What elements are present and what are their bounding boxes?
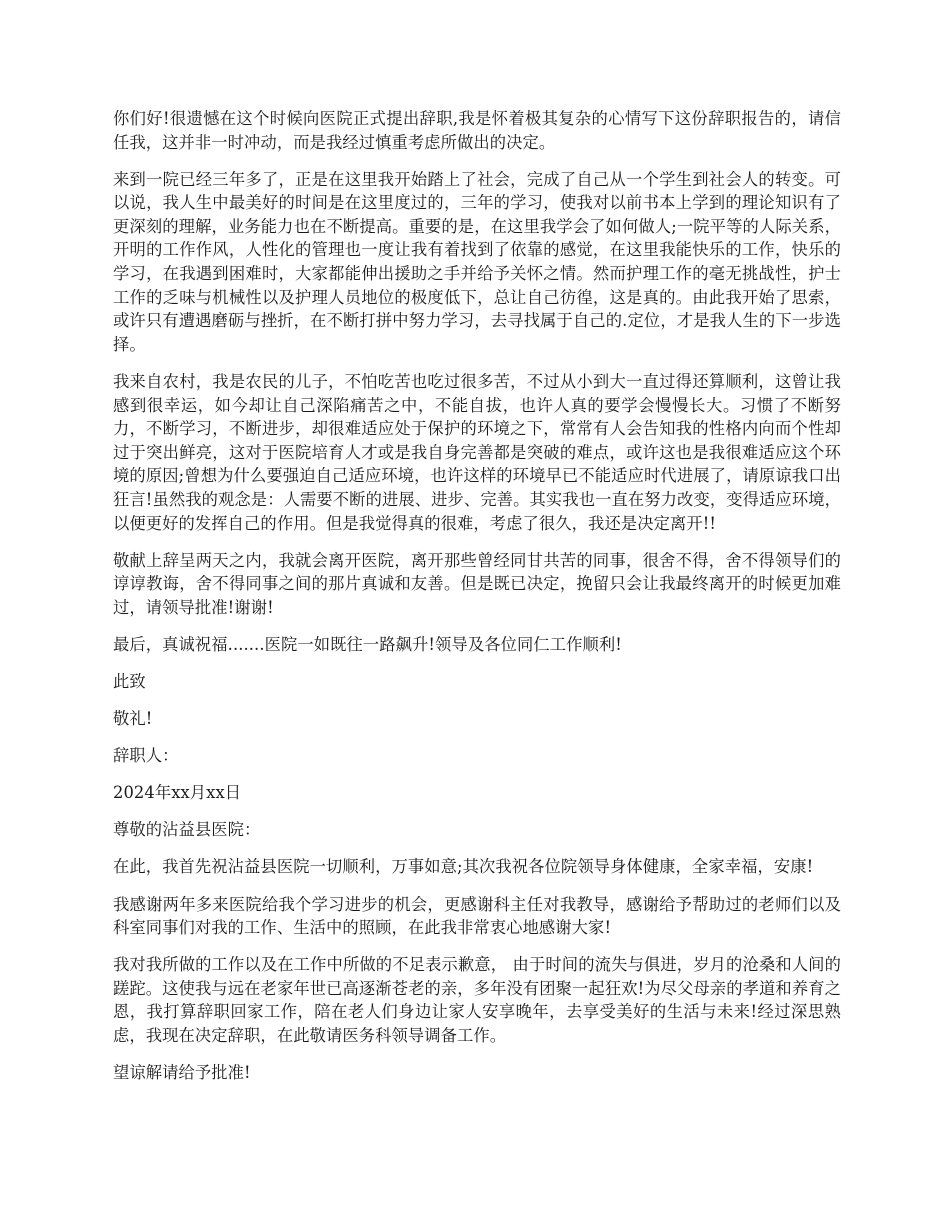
resignation-letter [113, 107, 841, 1098]
paragraph-thanks: 我感谢两年多来医院给我个学习进步的机会，更感谢科主任对我教导，感谢给予帮助过的老师们以及科室同事们对我的工作、生活中的照顾，在此我非常衷心地感谢大家! [113, 894, 841, 938]
closing-salutation: 此致 [113, 671, 146, 691]
signature-label: 辞职人： [113, 746, 179, 766]
paragraph-background: 我来自农村，我是农民的儿子，不怕吃苦也吃过很多苦，不过从小到大一直过得还算顺利，这曾让我感到很幸运，如今却让自己深陷痛苦之中，不能自拔，也许人真的要学会慢慢长大。习惯了不断努力，不断学习，不断进步，却很难适应处于保护的环境之下，常常有人会告知我的性格内向而个性却过于突出鲜亮，这对于医院培育人才或是我自身完善都是突破的难点，或许这也是我很难适应这个环境的原因;曾想为什么要强迫自己适应环境，也许这样的环境早已不能适应时代进展了，请原谅我口出狂言!虽然我的观念是：人需要不断的进展、进步、完善。其实我也一直在努力改变，变得适应环境，以便更好的发挥自己的作用。但是我觉得真的很难，考虑了很久，我还是决定离开!! [113, 371, 841, 533]
paragraph-departure: 敬献上辞呈两天之内，我就会离开医院，离开那些曾经同甘共苦的同事，很舍不得，舍不得领导们的谆谆教诲，舍不得同事之间的那片真诚和友善。但是既已决定，挽留只会让我最终离开的时候更加难过，请领导批准!谢谢! [113, 550, 841, 617]
paragraph-blessing: 在此，我首先祝沾益县医院一切顺利，万事如意;其次我祝各位院领导身体健康，全家幸福，安康! [113, 857, 814, 877]
paragraph-experience: 来到一院已经三年多了，正是在这里我开始踏上了社会，完成了自己从一个学生到社会人的转变。可以说，我人生中最美好的时间是在这里度过的，三年的学习，使我对以前书本上学到的理论知识有了更深刻的理解，业务能力也在不断提高。重要的是，在这里我学会了如何做人;一院平等的人际关系，开明的工作作风，人性化的管理也一度让我有着找到了依靠的感觉，在这里我能快乐的工作，快乐的学习，在我遇到困难时，大家都能伸出援助之手并给予关怀之情。然而护理工作的毫无挑战性，护士工作的乏味与机械性以及护理人员地位的极度低下，总让自己彷徨，这是真的。由此我开始了思索，或许只有遭遇磨砺与挫折，在不断打拼中努力学习，去寻找属于自己的.定位，才是我人生的下一步选择。 [113, 169, 841, 354]
paragraph-wishes: 最后，真诚祝福.......医院一如既往一路飙升!领导及各位同仁工作顺利! [113, 634, 622, 654]
date-line: 2024年xx月xx日 [113, 783, 242, 803]
closing-regards: 敬礼! [113, 709, 153, 729]
second-letter-addressee: 尊敬的沾益县医院： [113, 820, 261, 840]
paragraph-greeting: 你们好!很遗憾在这个时候向医院正式提出辞职,我是怀着极其复杂的心情写下这份辞职报告的，请信任我，这并非一时冲动，而是我经过慎重考虑所做出的决定。 [113, 109, 841, 152]
paragraph-reason: 我对我所做的工作以及在工作中所做的不足表示歉意， 由于时间的流失与俱进，岁月的沧桑和人间的蹉跎。这使我与远在老家年世已高逐渐苍老的亲，多年没有团聚一起狂欢!为尽父母亲的孝道和养育之恩，我打算辞职回家工作，陪在老人们身边让家人安享晚年，去享受美好的生活与未来!经过深思熟虑，我现在决定辞职，在此敬请医务科领导调备工作。 [113, 955, 841, 1045]
paragraph-request: 望谅解请给予批准! [113, 1063, 251, 1083]
